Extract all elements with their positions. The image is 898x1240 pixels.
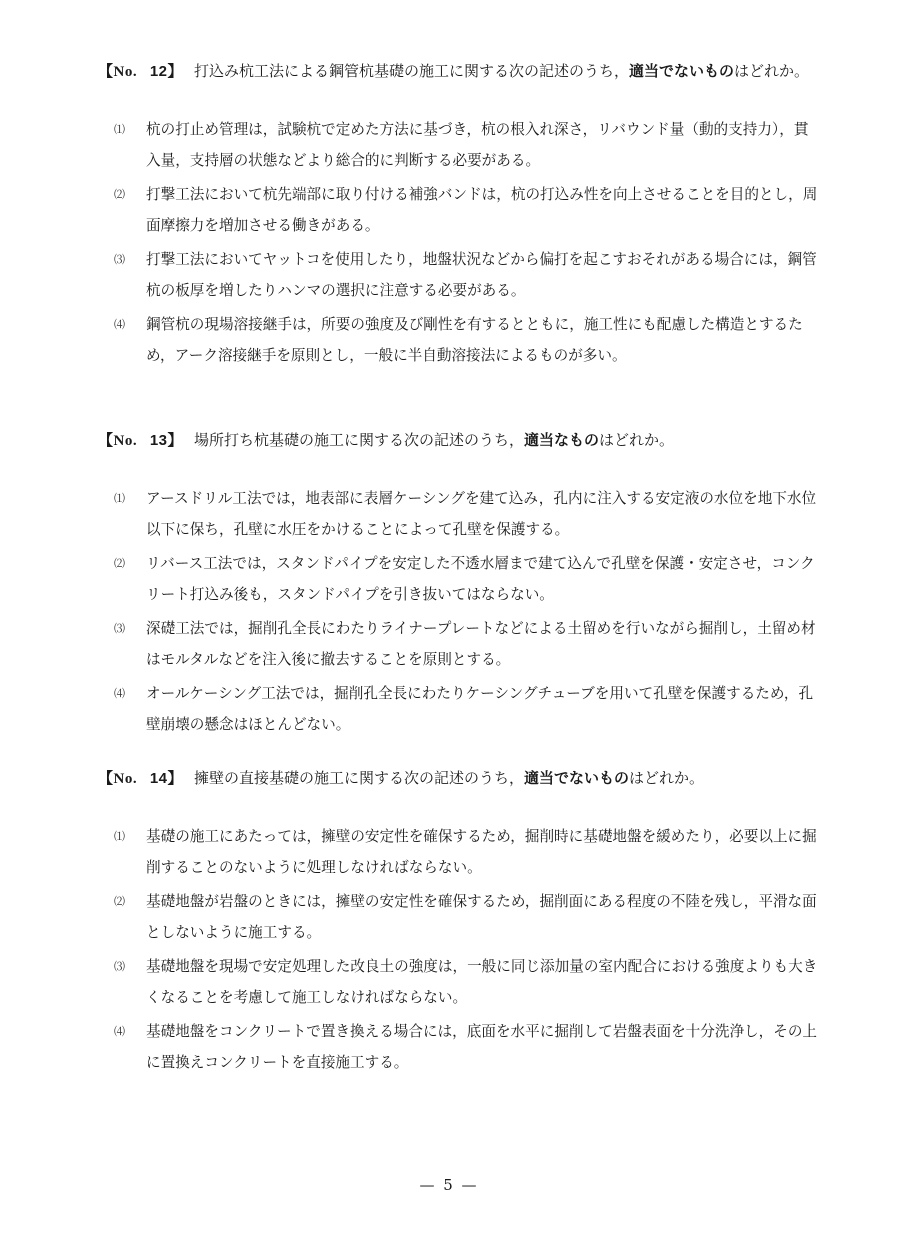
option-label: ⑶ xyxy=(114,960,125,973)
option-1 xyxy=(114,114,818,176)
option-3 xyxy=(114,244,818,306)
option-label: ⑷ xyxy=(114,318,125,331)
option-text: 杭の打止め管理は，試験杭で定めた方法に基づき，杭の根入れ深さ，リバウンド量（動的支持力），貫入量，支持層の状態などより総合的に判断する必要がある。 xyxy=(146,121,809,169)
option-2 xyxy=(114,886,818,948)
question-header xyxy=(98,763,818,795)
question-header xyxy=(98,56,818,88)
option-text: 基礎の施工にあたっては，擁壁の安定性を確保するため，掘削時に基礎地盤を緩めたり，必要以上に掘削することのないように処理しなければならない。 xyxy=(146,828,817,876)
option-text: オールケーシング工法では，掘削孔全長にわたりケーシングチューブを用いて孔壁を保護するため，孔壁崩壊の懸念はほとんどない。 xyxy=(146,685,814,733)
option-label: ⑵ xyxy=(114,557,125,570)
option-1 xyxy=(114,821,818,883)
question-13 xyxy=(98,425,818,743)
question-emphasis: 適当でないもの xyxy=(524,769,630,787)
option-1 xyxy=(114,483,818,545)
question-text: 場所打ち杭基礎の施工に関する次の記述のうち，適当なものはどれか。 xyxy=(194,431,675,449)
option-list xyxy=(114,114,818,371)
question-12 xyxy=(98,56,818,374)
question-number: 【No. 12】 xyxy=(98,63,184,80)
option-4 xyxy=(114,1016,818,1078)
option-3 xyxy=(114,951,818,1013)
option-text: 基礎地盤をコンクリートで置き換える場合には，底面を水平に掘削して岩盤表面を十分洗浄し，その上に置換えコンクリートを直接施工する。 xyxy=(146,1023,818,1071)
question-header xyxy=(98,425,818,457)
option-text: 打撃工法において杭先端部に取り付ける補強バンドは，杭の打込み性を向上させることを目的とし，周面摩擦力を増加させる働きがある。 xyxy=(146,186,818,234)
option-label: ⑷ xyxy=(114,1025,125,1038)
question-14 xyxy=(98,763,818,1081)
option-4 xyxy=(114,678,818,740)
option-text: 基礎地盤を現場で安定処理した改良土の強度は，一般に同じ添加量の室内配合における強度よりも大きくなることを考慮して施工しなければならない。 xyxy=(146,958,818,1006)
question-text: 打込み杭工法による鋼管杭基礎の施工に関する次の記述のうち，適当でないものはどれか。 xyxy=(194,62,810,80)
option-text: 鋼管杭の現場溶接継手は，所要の強度及び剛性を有するとともに，施工性にも配慮した構造とするため，アーク溶接継手を原則とし，一般に半自動溶接法によるものが多い。 xyxy=(146,316,803,364)
question-text: 擁壁の直接基礎の施工に関する次の記述のうち，適当でないものはどれか。 xyxy=(194,769,705,787)
option-label: ⑶ xyxy=(114,622,125,635)
option-label: ⑴ xyxy=(114,830,125,843)
option-text: 基礎地盤が岩盤のときには，擁壁の安定性を確保するため，掘削面にある程度の不陸を残し，平滑な面としないように施工する。 xyxy=(146,893,817,941)
option-label: ⑶ xyxy=(114,253,125,266)
option-label: ⑷ xyxy=(114,687,125,700)
question-emphasis: 適当なもの xyxy=(524,431,600,449)
option-2 xyxy=(114,548,818,610)
option-4 xyxy=(114,309,818,371)
option-text: 打撃工法においてヤットコを使用したり，地盤状況などから偏打を起こすおそれがある場合には，鋼管杭の板厚を増したりハンマの選択に注意する必要がある。 xyxy=(146,251,817,299)
option-3 xyxy=(114,613,818,675)
option-2 xyxy=(114,179,818,241)
option-label: ⑴ xyxy=(114,123,125,136)
option-list xyxy=(114,821,818,1078)
option-text: 深礎工法では，掘削孔全長にわたりライナープレートなどによる土留めを行いながら掘削し，土留め材はモルタルなどを注入後に撤去することを原則とする。 xyxy=(146,620,816,668)
question-number: 【No. 14】 xyxy=(98,770,184,787)
option-text: リバース工法では，スタンドパイプを安定した不透水層まで建て込んで孔壁を保護・安定させ，コンクリート打込み後も，スタンドパイプを引き抜いてはならない。 xyxy=(146,555,815,603)
option-label: ⑵ xyxy=(114,895,125,908)
question-emphasis: 適当でないもの xyxy=(629,62,735,80)
page-number: — 5 — xyxy=(419,1176,479,1194)
option-list xyxy=(114,483,818,740)
option-label: ⑴ xyxy=(114,492,125,505)
option-label: ⑵ xyxy=(114,188,125,201)
option-text: アースドリル工法では，地表部に表層ケーシングを建て込み，孔内に注入する安定液の水位を地下水位以下に保ち，孔壁に水圧をかけることによって孔壁を保護する。 xyxy=(146,490,817,538)
question-number: 【No. 13】 xyxy=(98,432,184,449)
